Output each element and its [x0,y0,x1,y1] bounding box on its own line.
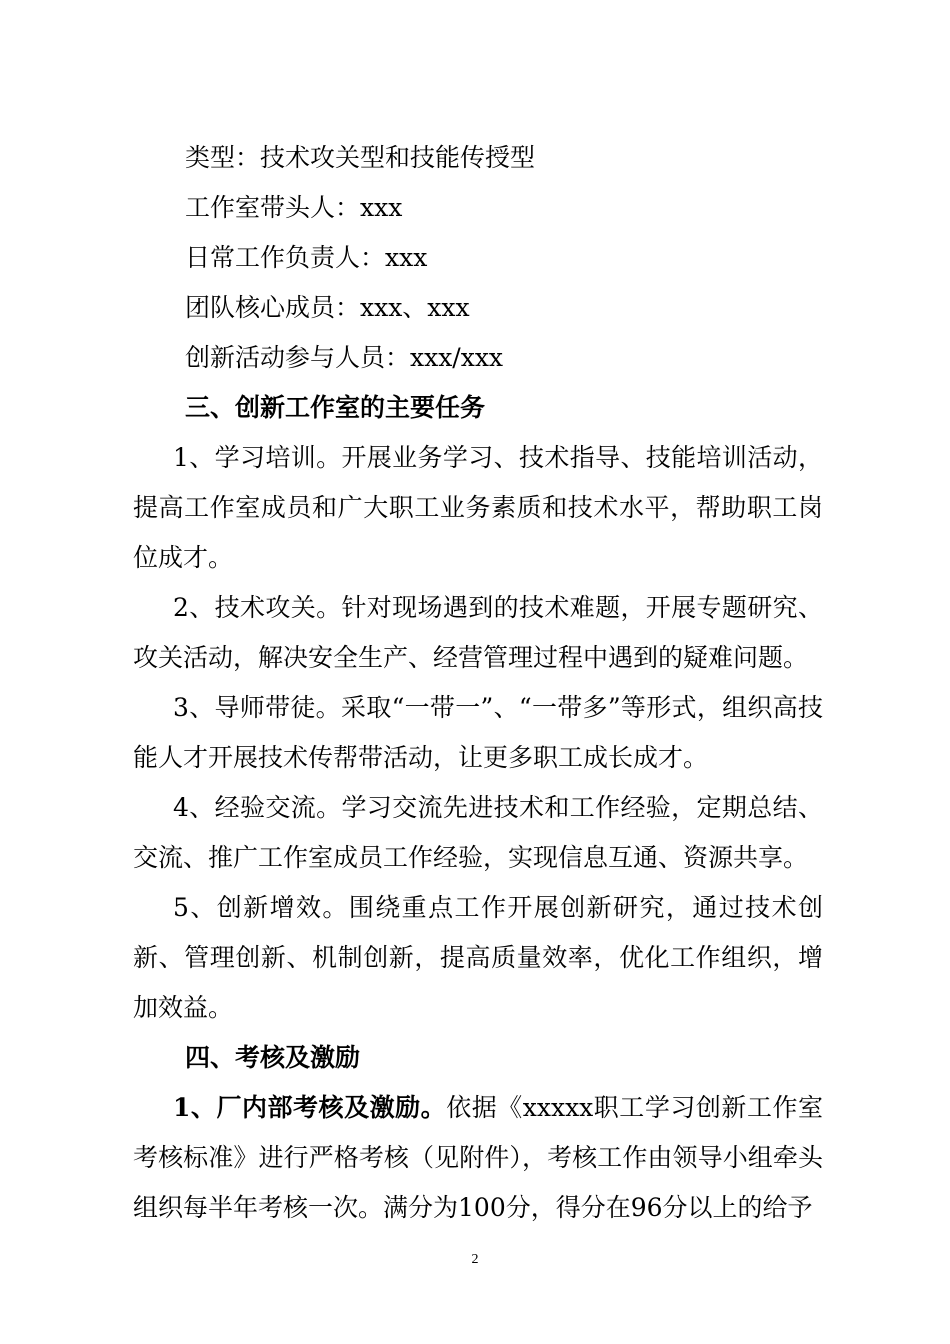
section3-item-5: 5、创新增效。围绕重点工作开展创新研究，通过技术创新、管理创新、机制创新，提高质量效率，优化工作组织，增加效益。 [133,893,823,1022]
section4-item-1-lead: 1、厂内部考核及激励。 [173,1093,447,1122]
info-participants: 创新活动参与人员：xxx/xxx [185,343,504,372]
section3-item-3: 3、导师带徒。采取“一带一”、“一带多”等形式，组织高技能人才开展技术传帮带活动，让更多职工成长成才。 [133,693,823,772]
section3-item-2: 2、技术攻关。针对现场遇到的技术难题，开展专题研究、攻关活动，解决安全生产、经营管理过程中遇到的疑难问题。 [133,593,823,672]
info-daily-manager: 日常工作负责人：xxx [185,243,428,272]
section3-item-1: 1、学习培训。开展业务学习、技术指导、技能培训活动，提高工作室成员和广大职工业务素质和技术水平，帮助职工岗位成才。 [133,443,823,572]
section4-heading: 四、考核及激励 [185,1043,361,1072]
section3-heading: 三、创新工作室的主要任务 [185,393,486,422]
info-core-members: 团队核心成员：xxx、xxx [185,293,470,322]
document-body [133,133,823,1233]
page-number: 2 [471,1252,479,1267]
info-type: 类型：技术攻关型和技能传授型 [185,143,536,172]
info-studio-leader: 工作室带头人：xxx [185,193,403,222]
section3-item-4: 4、经验交流。学习交流先进技术和工作经验，定期总结、交流、推广工作室成员工作经验，实现信息互通、资源共享。 [133,793,823,872]
section4-item-1-text: 依据《xxxxx职工学习创新工作室考核标准》进行严格考核（见附件），考核工作由领导小组牵头组织每半年考核一次。满分为100分，得分在96分以上的给予 [133,1093,823,1222]
section4-item-1 [133,1083,823,1233]
